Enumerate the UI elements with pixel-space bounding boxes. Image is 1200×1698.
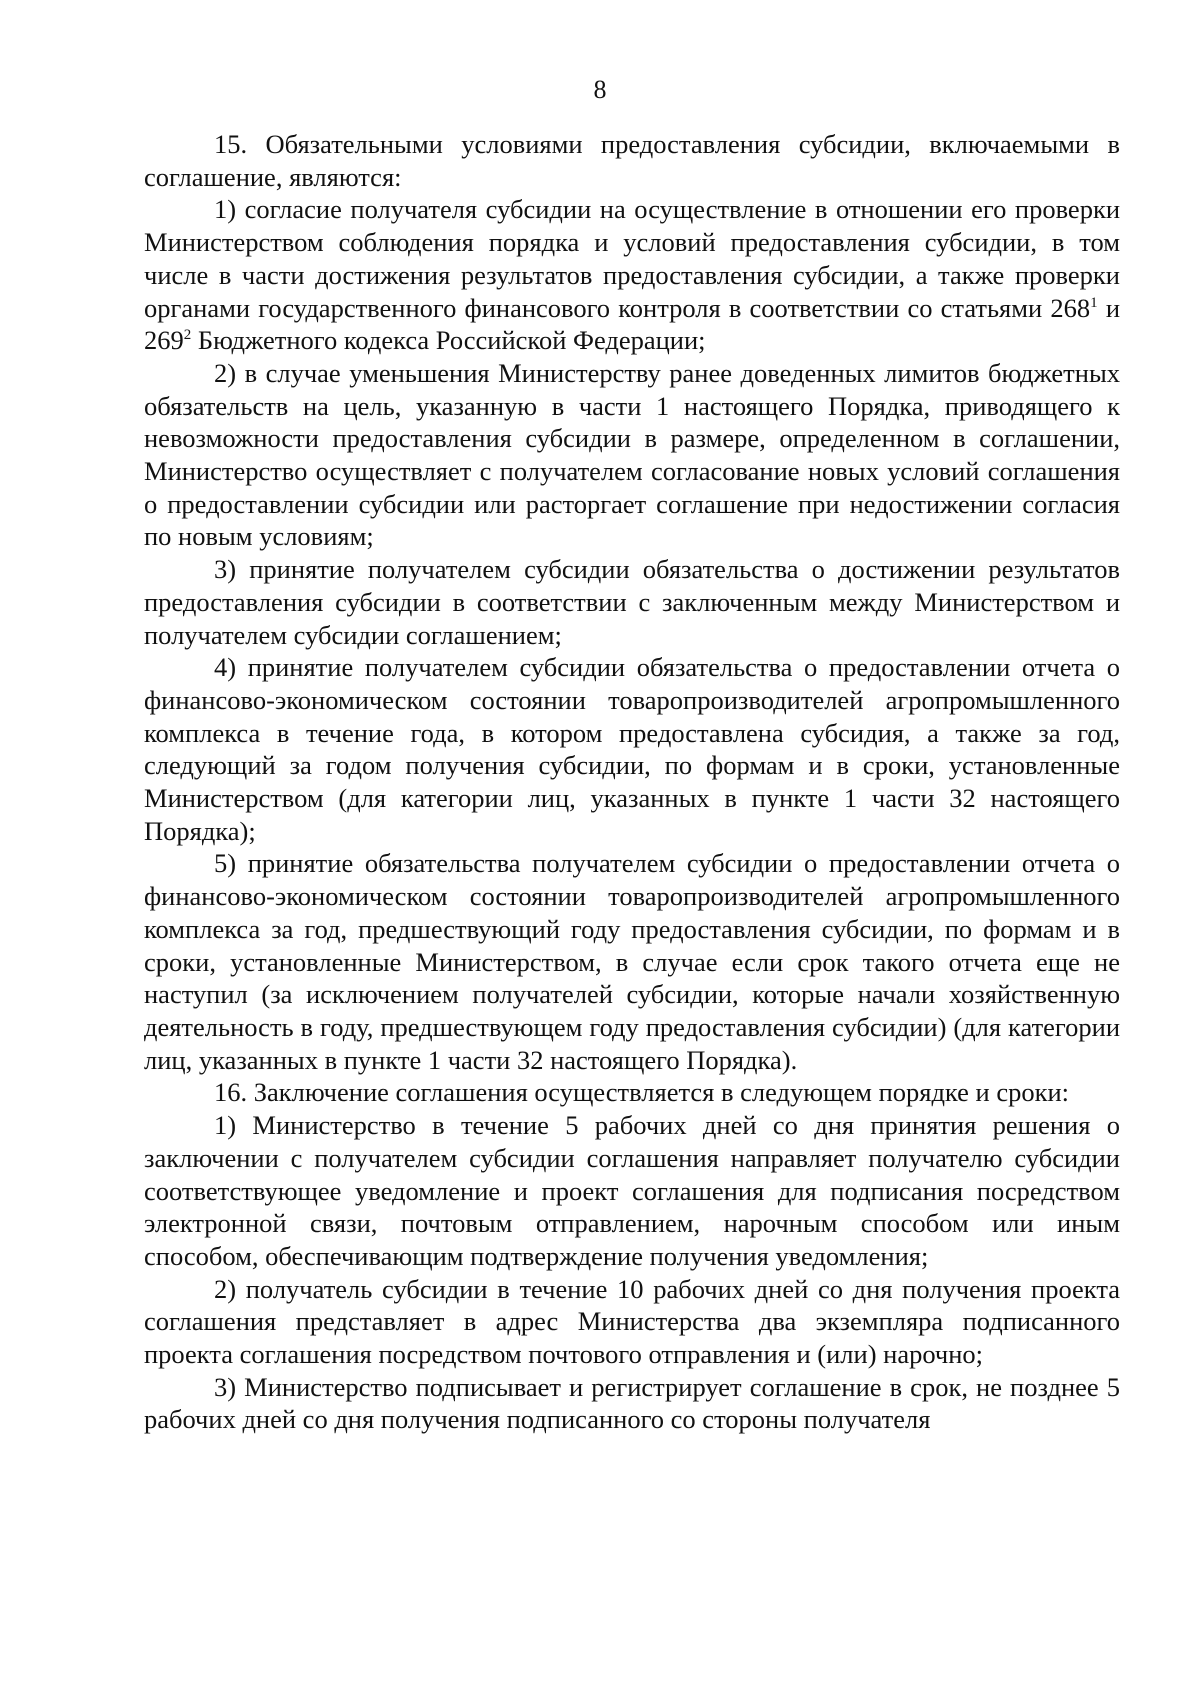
paragraph-16-item-2: 2) получатель субсидии в течение 10 рабочих дней со дня получения проекта соглашения представляет в адрес Министерства два экземпляра подписанного проекта соглашения посредством почтового отправления и (или) нарочно;: [144, 1273, 1120, 1370]
document-body: [144, 128, 1120, 1436]
paragraph-15-item-1: [144, 193, 1120, 357]
paragraph-15-item-1-text: 1) согласие получателя субсидии на осуществление в отношении его проверки Министерством соблюдения порядка и условий предоставления субсидии, в том числе в части достижения результатов предоставления субсидии, а также проверки органами государственного финансового контроля в соответствии со статьями 268: [144, 194, 1120, 323]
paragraph-16-item-3: 3) Министерство подписывает и регистрирует соглашение в срок, не позднее 5 рабочих дней со дня получения подписанного со стороны получателя: [144, 1371, 1120, 1435]
paragraph-15-item-3: 3) принятие получателем субсидии обязательства о достижении результатов предоставления субсидии в соответствии с заключенным между Министерством и получателем субсидии соглашением;: [144, 554, 1120, 650]
superscript-2: 2: [183, 327, 192, 344]
page-number: 8: [593, 75, 607, 104]
paragraph-15-item-1-text-2: и 269: [144, 292, 1121, 356]
superscript-1: 1: [1090, 294, 1098, 311]
paragraph-16-intro: 16. Заключение соглашения осуществляется в следующем порядке и сроки:: [214, 1077, 1070, 1108]
paragraph-15-item-5: 5) принятие обязательства получателем субсидии о предоставлении отчета о финансово-экономическом состоянии товаропроизводителей агропромышленного комплекса за год, предшествующий году предоставления субсидии, по формам и в сроки, установленные Министерством, в случае если срок такого отчета еще не наступил (за исключением получателей субсидии, которые начали хозяйственную деятельность в году, предшествующем году предоставления субсидии) (для категории лиц, указанных в пункте 1 части 32 настоящего Порядка).: [144, 848, 1120, 1075]
paragraph-15-intro: 15. Обязательными условиями предоставления субсидии, включаемыми в соглашение, являются:: [144, 129, 1120, 192]
paragraph-15-item-1-text-3: Бюджетного кодекса Российской Федерации;: [191, 325, 706, 356]
paragraph-15-item-4: 4) принятие получателем субсидии обязательства о предоставлении отчета о финансово-экономическом состоянии товаропроизводителей агропромышленного комплекса в течение года, в котором предоставлена субсидия, а также за год, следующий за годом получения субсидии, по формам и в сроки, установленные Министерством (для категории лиц, указанных в пункте 1 части 32 настоящего Порядка);: [144, 652, 1120, 846]
paragraph-15-item-2: 2) в случае уменьшения Министерству ранее доведенных лимитов бюджетных обязательств на цель, указанную в части 1 настоящего Порядка, приводящего к невозможности предоставления субсидии в размере, определенном в соглашении, Министерство осуществляет с получателем согласование новых условий соглашения о предоставлении субсидии или расторгает соглашение при недостижении согласия по новым условиям;: [144, 357, 1120, 552]
paragraph-16-item-1: 1) Министерство в течение 5 рабочих дней со дня принятия решения о заключении с получателем субсидии соглашения направляет получателю субсидии соответствующее уведомление и проект соглашения для подписания посредством электронной связи, почтовым отправлением, нарочным способом или иным способом, обеспечивающим подтверждение получения уведомления;: [144, 1110, 1120, 1271]
